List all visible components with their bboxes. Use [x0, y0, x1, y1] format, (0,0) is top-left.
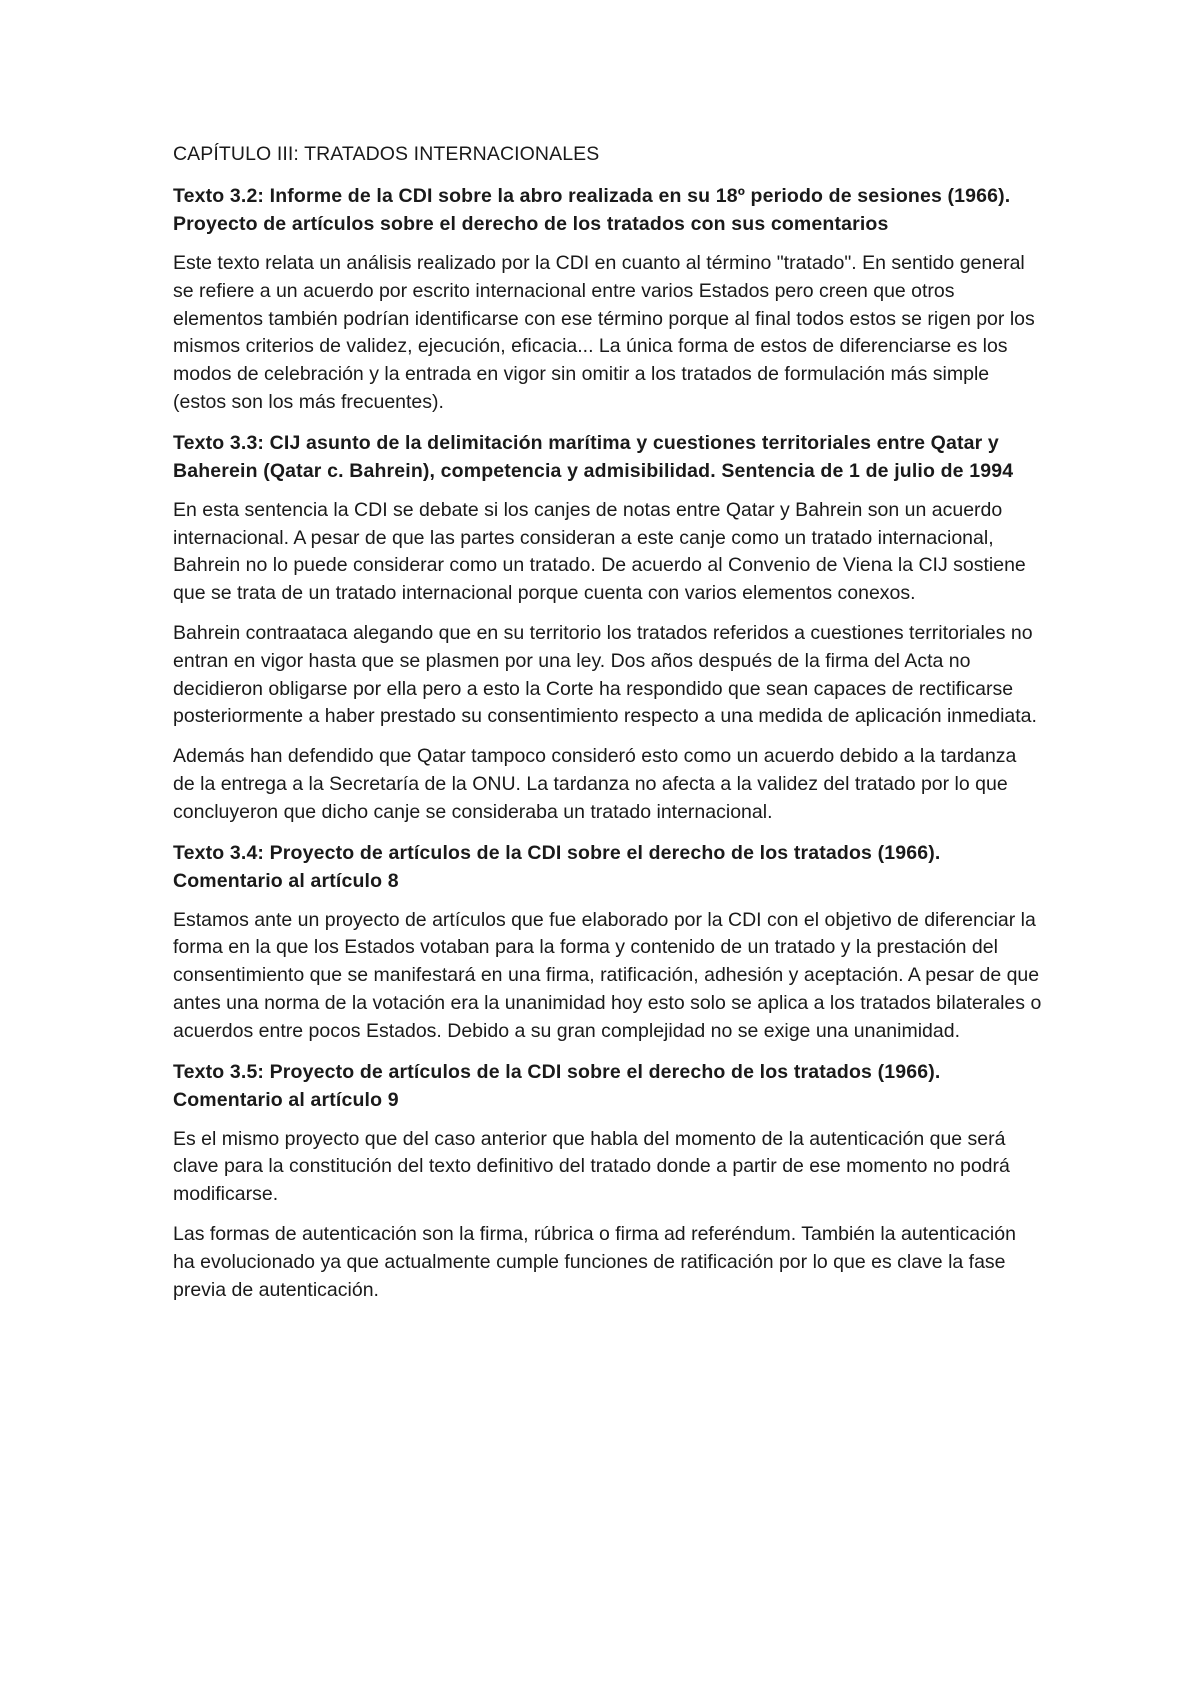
section-paragraph: Además han defendido que Qatar tampoco consideró esto como un acuerdo debido a la tardanza de la entrega a la Secretaría de la ONU. La tardanza no afecta a la validez del tratado por lo que concluyeron que dicho canje se consideraba un tratado internacional. — [173, 745, 1017, 823]
document-page — [173, 140, 1043, 1316]
chapter-title: CAPÍTULO III: TRATADOS INTERNACIONALES — [173, 143, 600, 165]
section-heading: Texto 3.5: Proyecto de artículos de la CDI sobre el derecho de los tratados (1966). Comentario al artículo 9 — [173, 1060, 941, 1111]
section-paragraph: Las formas de autenticación son la firma, rúbrica o firma ad referéndum. También la autenticación ha evolucionado ya que actualmente cumple funciones de ratificación por lo que es clave la fase previa de autenticación. — [173, 1222, 1016, 1301]
section-texto-3-5 — [173, 1058, 1043, 1305]
section-heading: Texto 3.3: CIJ asunto de la delimitación marítima y cuestiones territoriales entre Qatar y Baherein (Qatar c. Bahrein), competencia y admisibilidad. Sentencia de 1 de julio de 1994 — [173, 431, 1014, 482]
section-texto-3-3 — [173, 429, 1043, 827]
section-paragraph: Bahrein contraataca alegando que en su territorio los tratados referidos a cuestiones territoriales no entran en vigor hasta que se plasmen por una ley. Dos años después de la firma del Acta no decidieron obligarse por ella pero a esto la Corte ha respondido que sean capaces de rectificarse posteriormente a haber prestado su consentimiento respecto a una medida de aplicación inmediata. — [173, 621, 1037, 728]
section-heading: Texto 3.2: Informe de la CDI sobre la abro realizada en su 18º periodo de sesiones (1966). Proyecto de artículos sobre el derecho de los tratados con sus comentarios — [173, 185, 1011, 235]
section-paragraph: Este texto relata un análisis realizado por la CDI en cuanto al término "tratado". En sentido general se refiere a un acuerdo por escrito internacional entre varios Estados pero creen que otros elementos también podrían identificarse con ese término porque al final todos estos se rigen por los mismos criterios de validez, ejecución, eficacia... La única forma de estos de diferenciarse es los modos de celebración y la entrada en vigor sin omitir a los tratados de formulación más simple (estos son los más frecuentes). — [173, 252, 1035, 413]
section-paragraph: Estamos ante un proyecto de artículos que fue elaborado por la CDI con el objetivo de diferenciar la forma en la que los Estados votaban para la forma y contenido de un tratado y la prestación del consentimiento que se manifestará en una firma, ratificación, adhesión y aceptación. A pesar de que antes una norma de la votación era la unanimidad hoy esto solo se aplica a los tratados bilaterales o acuerdos entre pocos Estados. Debido a su gran complejidad no se exige una unanimidad. — [173, 908, 1042, 1042]
section-heading: Texto 3.4: Proyecto de artículos de la CDI sobre el derecho de los tratados (1966). Comentario al artículo 8 — [173, 841, 941, 892]
section-texto-3-4 — [173, 839, 1043, 1046]
section-paragraph: Es el mismo proyecto que del caso anterior que habla del momento de la autenticación que será clave para la constitución del texto definitivo del tratado donde a partir de ese momento no podrá modificarse. — [173, 1127, 1010, 1206]
section-paragraph: En esta sentencia la CDI se debate si los canjes de notas entre Qatar y Bahrein son un acuerdo internacional. A pesar de que las partes consideran a este canje como un tratado internacional, Bahrein no lo puede considerar como un tratado. De acuerdo al Convenio de Viena la CIJ sostiene que se trata de un tratado internacional porque cuenta con varios elementos conexos. — [173, 498, 1026, 605]
section-texto-3-2 — [173, 182, 1043, 417]
